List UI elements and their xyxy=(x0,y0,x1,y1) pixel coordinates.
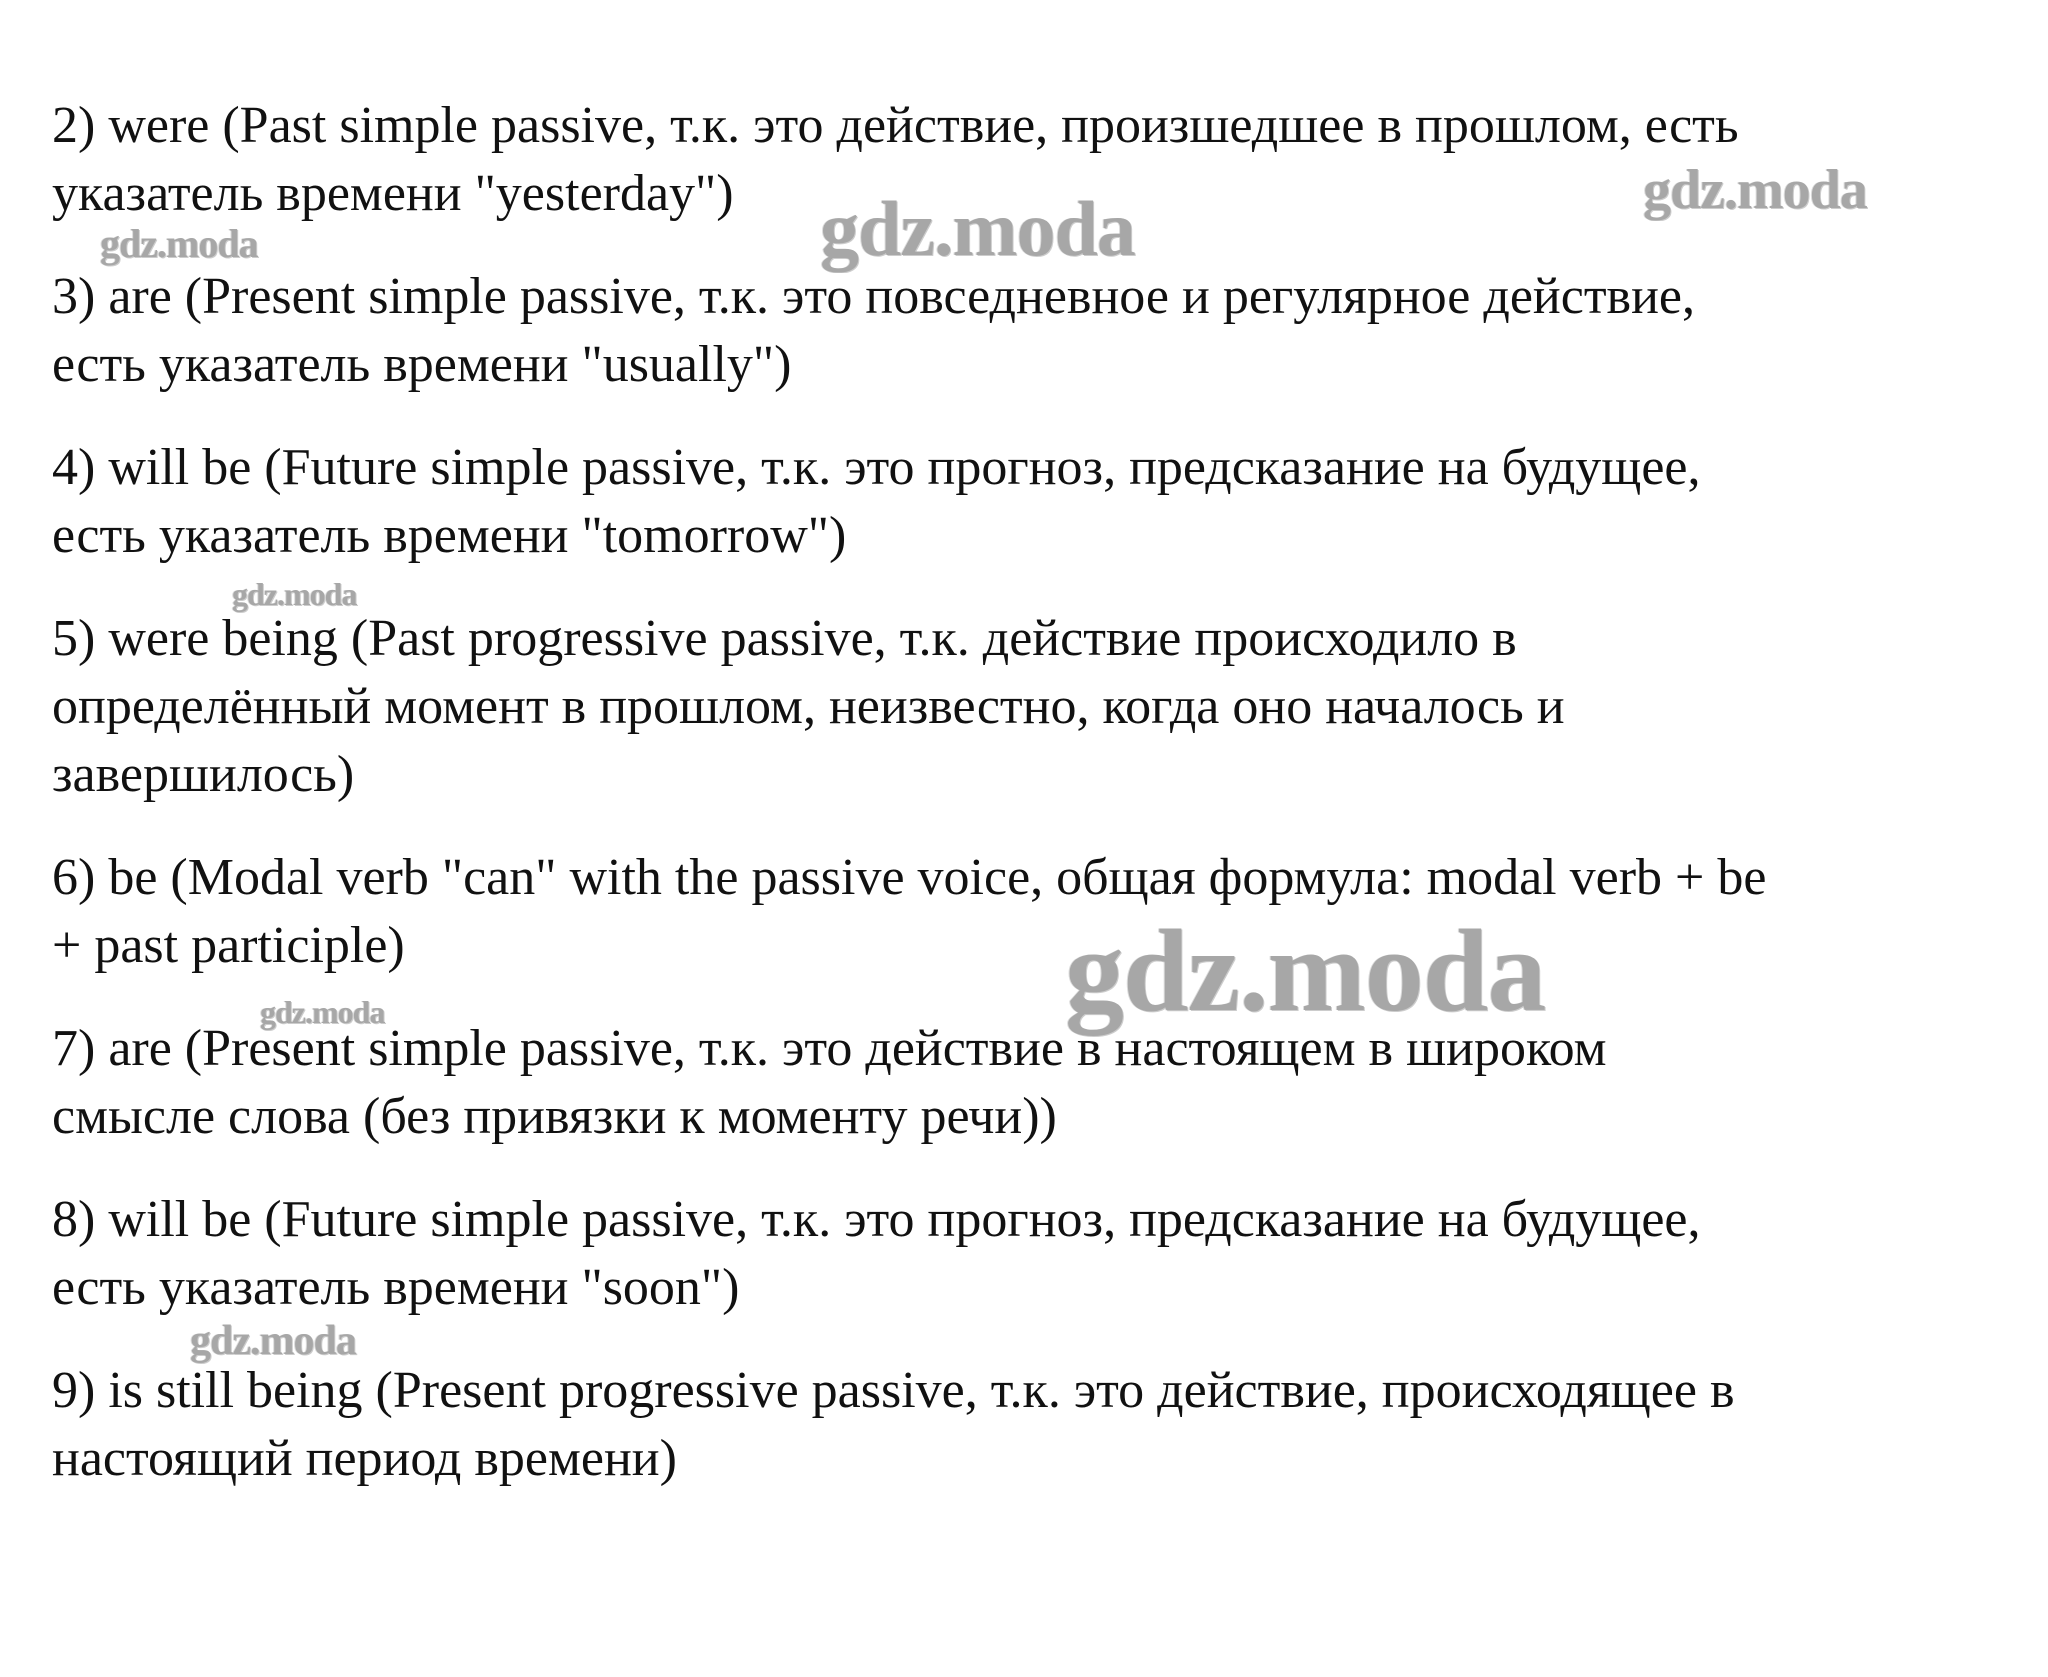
answer-line: есть указатель времени "tomorrow") xyxy=(52,507,847,564)
watermark: gdz.moda xyxy=(190,1318,356,1364)
watermark: gdz.moda xyxy=(1643,159,1867,221)
answer-line: 9) is still being (Present progressive passive, т.к. это действие, происходящее в xyxy=(52,1362,1735,1419)
watermark: gdz.moda xyxy=(100,221,258,266)
answer-line: 2) were (Past simple passive, т.к. это действие, произшедшее в прошлом, есть xyxy=(52,97,1739,154)
answer-item-4 xyxy=(52,434,2012,570)
answer-line: 6) be (Modal verb "can" with the passive voice, общая формула: modal verb + be xyxy=(52,849,1767,906)
answer-item-7 xyxy=(52,1015,2012,1151)
answer-list xyxy=(52,92,2012,1528)
answer-line: 4) will be (Future simple passive, т.к. это прогноз, предсказание на будущее, xyxy=(52,439,1701,496)
answer-line: смысле слова (без привязки к моменту речи)) xyxy=(52,1088,1057,1145)
answer-line: настоящий период времени) xyxy=(52,1430,677,1487)
watermark: gdz.moda xyxy=(1065,905,1546,1036)
answer-line: есть указатель времени "soon") xyxy=(52,1259,740,1316)
answer-line: завершилось) xyxy=(52,746,355,803)
answer-item-8 xyxy=(52,1186,2012,1322)
answer-item-9 xyxy=(52,1357,2012,1493)
answer-line: определённый момент в прошлом, неизвестно, когда оно началось и xyxy=(52,678,1565,735)
answer-line: 7) are (Present simple passive, т.к. это действие в настоящем в широком xyxy=(52,1020,1607,1077)
watermark: gdz.moda xyxy=(260,994,385,1030)
answer-item-6 xyxy=(52,844,2012,980)
answer-item-3 xyxy=(52,263,2012,399)
watermark: gdz.moda xyxy=(820,185,1135,272)
answer-line: 8) will be (Future simple passive, т.к. это прогноз, предсказание на будущее, xyxy=(52,1191,1701,1248)
answer-item-5 xyxy=(52,605,2012,809)
answer-line: 5) were being (Past progressive passive, т.к. действие происходило в xyxy=(52,610,1517,667)
watermark: gdz.moda xyxy=(232,576,357,612)
answer-line: + past participle) xyxy=(52,917,405,974)
answer-line: указатель времени "yesterday") xyxy=(52,165,734,222)
answer-line: 3) are (Present simple passive, т.к. это повседневное и регулярное действие, xyxy=(52,268,1696,325)
answer-line: есть указатель времени "usually") xyxy=(52,336,792,393)
